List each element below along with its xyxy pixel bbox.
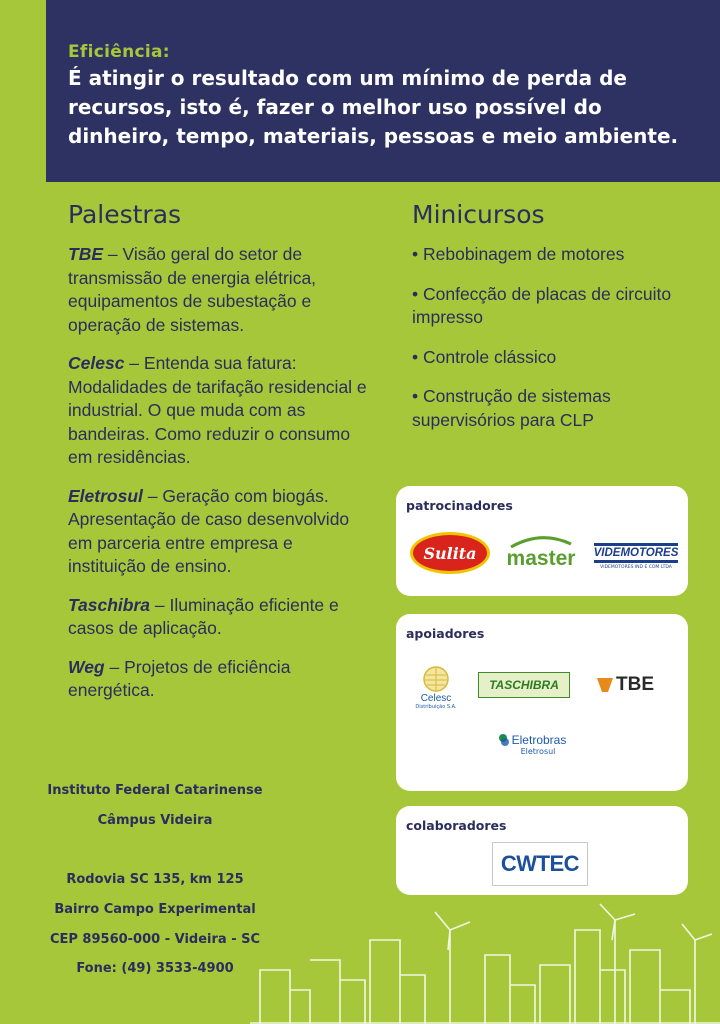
eletrobras-logo — [486, 726, 576, 762]
course-item: • Controle clássico — [412, 346, 557, 367]
talk-item — [68, 243, 368, 337]
apoiadores-title: apoiadores — [406, 626, 485, 641]
celesc-logo-sub: Distribuição S.A. — [415, 703, 457, 710]
apoiadores-card — [396, 614, 688, 791]
eletrobras-logo-sub: Eletrosul — [520, 746, 556, 756]
talk-item — [68, 485, 368, 579]
course-item: • Construção de sistemas supervisórios para CLP — [412, 386, 611, 430]
tbe-mark-icon — [596, 676, 614, 694]
taschibra-logo — [478, 672, 570, 698]
talk-item — [68, 594, 368, 641]
talk-company: TBE — [68, 244, 103, 264]
colaboradores-card — [396, 806, 688, 895]
talk-desc: – Visão geral do setor de transmissão de energia elétrica, equipamentos de subestação e operação de sistemas. — [68, 244, 317, 335]
eletrobras-mark-icon — [496, 733, 510, 747]
minicursos-title: Minicursos — [412, 200, 545, 229]
master-logo-text: master — [506, 547, 576, 570]
address-district: Bairro Campo Experimental — [54, 902, 256, 917]
banner-label: Eficiência: — [68, 42, 170, 62]
celesc-globe-icon — [421, 665, 451, 693]
sulita-logo-text: Sulita — [423, 543, 477, 563]
eletrobras-logo-text: Eletrobras — [511, 732, 567, 747]
cwtec-logo-text: CWTEC — [500, 851, 580, 876]
talk-desc: – Iluminação eficiente e casos de aplicação. — [68, 594, 339, 638]
talk-company: Eletrosul — [68, 485, 143, 506]
address-road: Rodovia SC 135, km 125 — [66, 872, 244, 887]
master-logo — [496, 530, 586, 576]
taschibra-logo-text: TASCHIBRA — [489, 678, 559, 692]
patrocinadores-card — [396, 486, 688, 596]
palestras-section — [68, 200, 368, 718]
talk-company: Weg — [68, 656, 105, 677]
celesc-logo-text: Celesc — [420, 692, 452, 704]
course-item: • Rebobinagem de motores — [412, 244, 625, 264]
sulita-logo — [410, 532, 490, 574]
palestras-title: Palestras — [68, 200, 182, 229]
institute-name: Instituto Federal Catarinense — [47, 783, 263, 798]
colaboradores-title: colaboradores — [406, 818, 507, 833]
tbe-logo — [590, 670, 660, 700]
celesc-logo — [406, 658, 466, 716]
address-cep: CEP 89560-000 - Videira - SC — [49, 932, 261, 947]
tbe-logo-text: TBE — [616, 674, 654, 695]
patrocinadores-title: patrocinadores — [406, 498, 513, 513]
talk-company: Taschibra — [68, 594, 151, 615]
talk-desc: – Geração com biogás. Apresentação de caso desenvolvido em parceria entre empresa e instituição de ensino. — [68, 485, 350, 576]
videmotores-logo-sub: VIDEMOTORES IND E COM LTDA — [600, 564, 672, 570]
minicursos-section — [412, 200, 702, 448]
videmotores-logo-text: VIDEMOTORES — [594, 543, 679, 563]
skyline-illustration — [250, 900, 720, 1024]
definition-banner — [46, 0, 720, 182]
talk-item — [68, 656, 368, 703]
videmotores-logo — [592, 538, 680, 574]
banner-text: É atingir o resultado com um mínimo de perda de recursos, isto é, fazer o melhor uso possível do dinheiro, tempo, materiais, pessoas e meio ambiente. — [68, 66, 679, 148]
cwtec-logo — [492, 842, 588, 886]
talk-company: Celesc — [68, 353, 125, 373]
talk-desc: – Entenda sua fatura: Modalidades de tarifação residencial e industrial. O que muda com as bandeiras. Como reduzir o consumo em residências. — [68, 353, 367, 467]
course-item: • Confecção de placas de circuito impresso — [412, 283, 672, 327]
talk-item — [68, 352, 368, 470]
campus-name: Câmpus Videira — [97, 813, 213, 828]
talk-desc: – Projetos de eficiência energética. — [68, 656, 291, 700]
address-phone: Fone: (49) 3533-4900 — [76, 961, 234, 976]
